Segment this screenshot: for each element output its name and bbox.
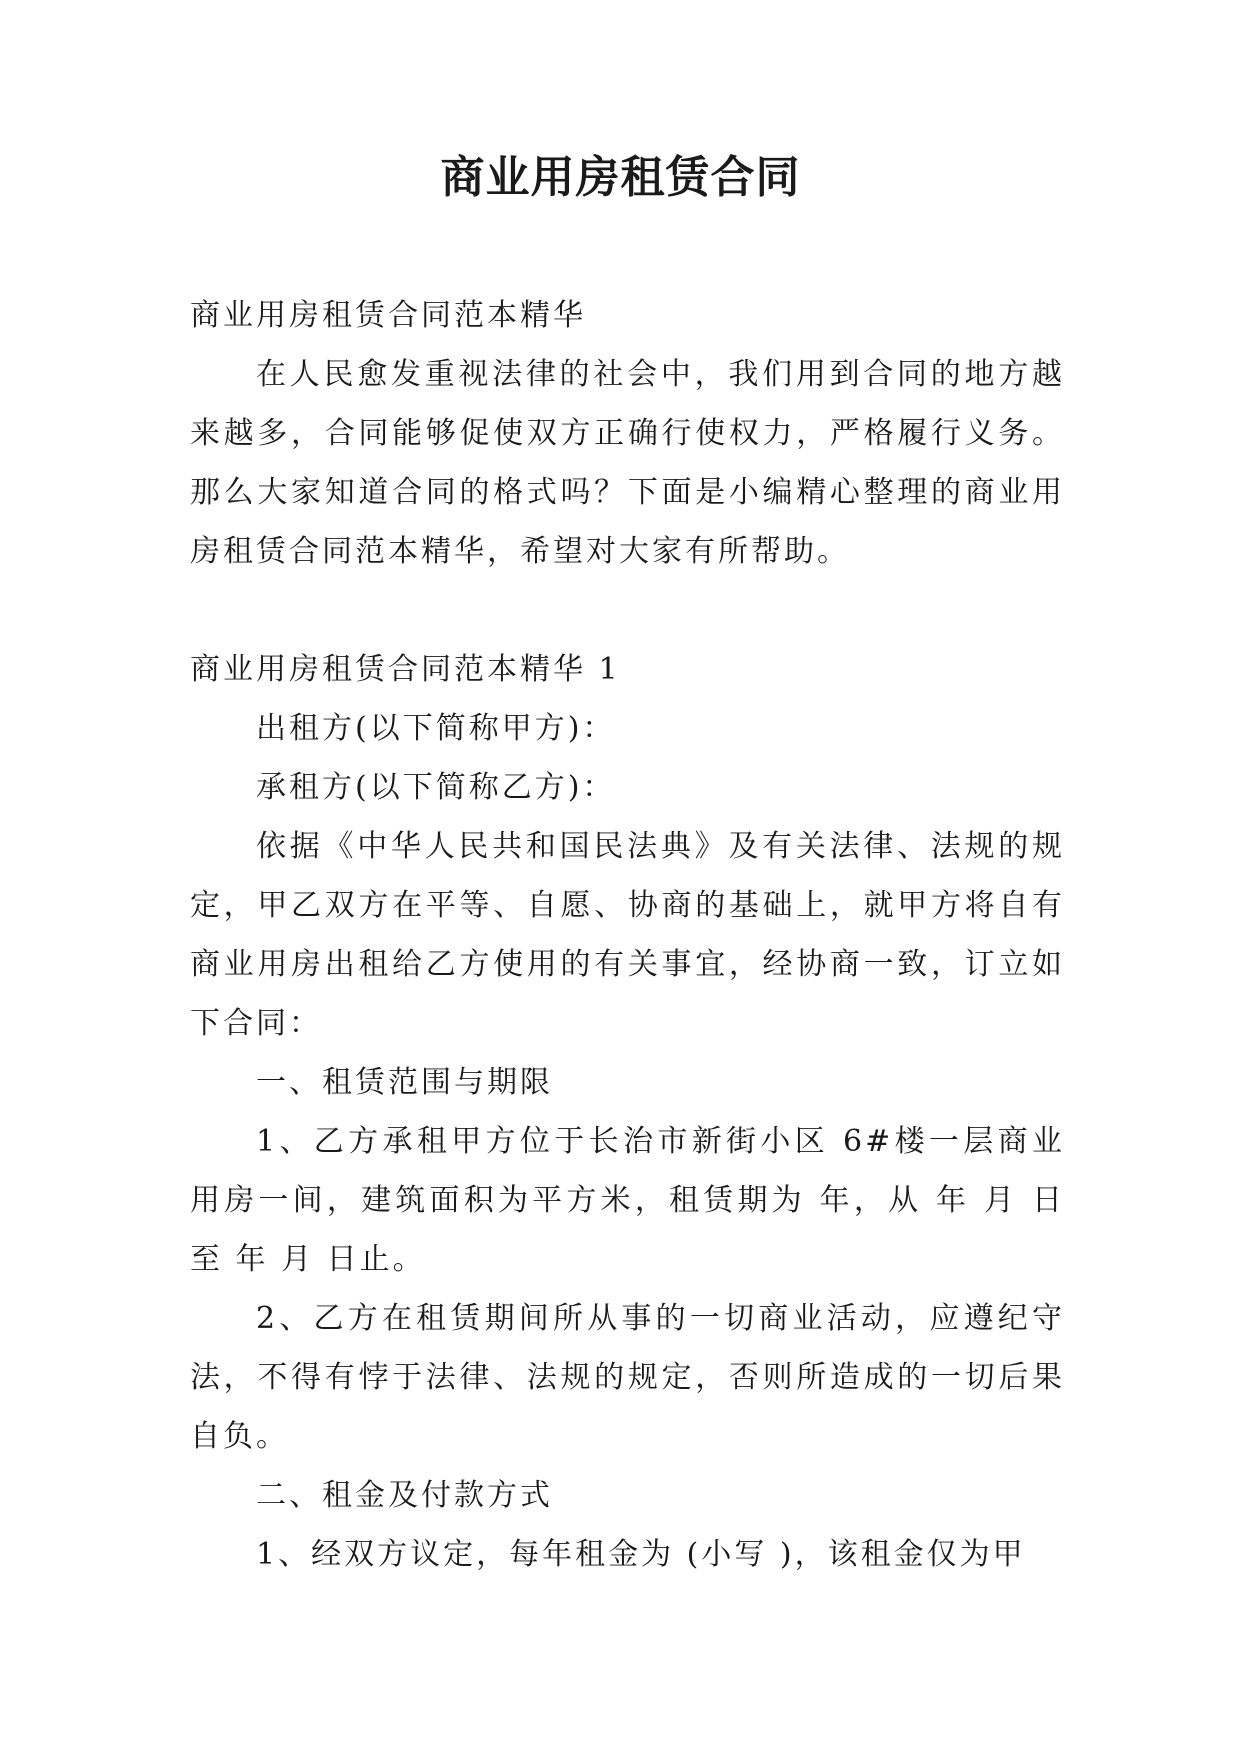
article-2-heading: 二、租金及付款方式 — [256, 1478, 553, 1513]
section-heading: 商业用房租赁合同范本精华 1 — [190, 652, 621, 687]
lessor-line: 出租方(以下简称甲方)： — [256, 711, 616, 746]
basis-paragraph: 依据《中华人民共和国民法典》及有关法律、法规的规定，甲乙双方在平等、自愿、协商的基础上，就甲方将自有商业用房出租给乙方使用的有关事宜，经协商一致，订立如下合同： — [190, 829, 1065, 1041]
article-1-heading: 一、租赁范围与期限 — [256, 1065, 553, 1100]
article-1-item-2: 2、乙方在租赁期间所从事的一切商业活动，应遵纪守法，不得有悖于法律、法规的规定，否则所造成的一切后果自负。 — [190, 1301, 1065, 1454]
article-2-item-1: 1、经双方议定，每年租金为 (小写 )，该租金仅为甲 — [256, 1537, 1026, 1572]
paragraph-gap — [190, 581, 1065, 640]
document-body — [190, 286, 1065, 1584]
subtitle: 商业用房租赁合同范本精华 — [190, 298, 586, 333]
document-title: 商业用房租赁合同 — [440, 152, 801, 203]
intro-paragraph: 在人民愈发重视法律的社会中，我们用到合同的地方越来越多，合同能够促使双方正确行使权力，严格履行义务。那么大家知道合同的格式吗？下面是小编精心整理的商业用房租赁合同范本精华，希望对大家有所帮助。 — [190, 357, 1065, 569]
article-1-item-1: 1、乙方承租甲方位于长治市新街小区 6#楼一层商业用房一间，建筑面积为平方米，租赁期为 年，从 年 月 日至 年 月 日止。 — [190, 1124, 1065, 1277]
lessee-line: 承租方(以下简称乙方)： — [256, 770, 616, 805]
